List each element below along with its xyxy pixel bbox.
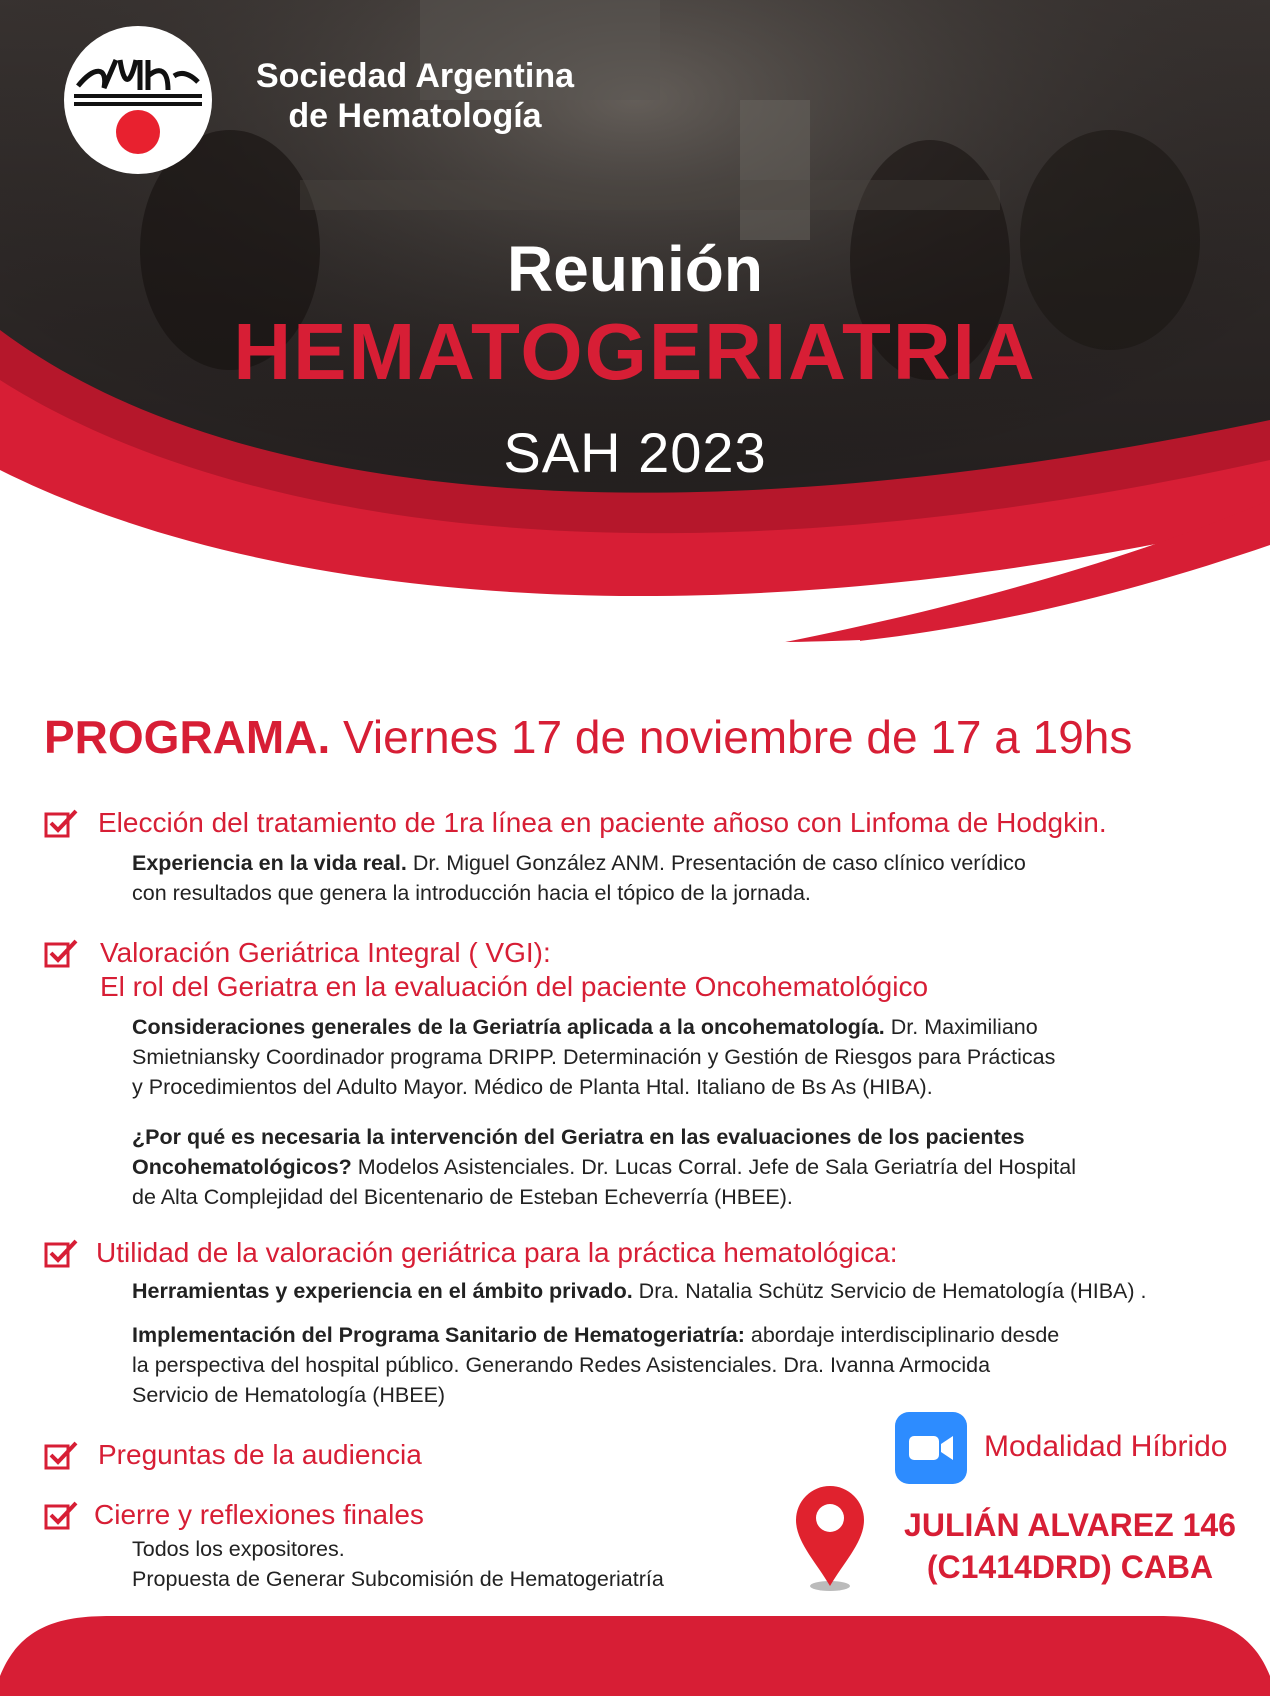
desc-text: Propuesta de Generar Subcomisión de Hematogeriatría: [132, 1567, 664, 1591]
item-title: Utilidad de la valoración geriátrica para la práctica hematológica:: [96, 1237, 898, 1268]
desc-text: y Procedimientos del Adulto Mayor. Médico de Planta Htal. Italiano de Bs As (HIBA).: [132, 1075, 933, 1099]
program-item: [44, 936, 1076, 1212]
footer-curve: [0, 1616, 1270, 1696]
desc-text: la perspectiva del hospital público. Generando Redes Asistenciales. Dra. Ivanna Armocida: [132, 1353, 991, 1377]
desc-text: con resultados que genera la introducción hacia el tópico de la jornada.: [132, 881, 811, 905]
desc-text: Modelos Asistenciales. Dr. Lucas Corral. Jefe de Sala Geriatría del Hospital: [351, 1155, 1076, 1179]
event-label: Reunión: [507, 233, 763, 305]
program-item: [44, 806, 1107, 908]
hero-banner: [0, 0, 1270, 660]
item-description: [132, 1534, 664, 1594]
video-camera-icon: [895, 1412, 967, 1484]
item-title: Valoración Geriátrica Integral ( VGI):: [100, 937, 551, 968]
desc-text: Dr. Miguel González ANM. Presentación de caso clínico verídico: [406, 851, 1026, 875]
item-title: Elección del tratamiento de 1ra línea en paciente añoso con Linfoma de Hodgkin.: [98, 807, 1107, 838]
checkbox-icon: [44, 938, 78, 968]
event-subtitle: SAH 2023: [503, 421, 767, 484]
event-title: HEMATOGERIATRIA: [233, 307, 1037, 396]
item-title: Cierre y reflexiones finales: [94, 1499, 424, 1530]
item-description: [132, 848, 1107, 908]
desc-text: de Alta Complejidad del Bicentenario de Esteban Echeverría (HBEE).: [132, 1185, 793, 1209]
desc-bold: Implementación del Programa Sanitario de Hematogeriatría:: [132, 1323, 745, 1347]
desc-bold: Herramientas y experiencia en el ámbito privado.: [132, 1279, 633, 1303]
program-date: Viernes 17 de noviembre de 17 a 19hs: [330, 711, 1133, 763]
program-item: [44, 1438, 422, 1472]
desc-text: Smietniansky Coordinador programa DRIPP. Determinación y Gestión de Riesgos para Prácticas: [132, 1045, 1056, 1069]
item-description: [132, 1320, 1147, 1410]
program-item: [44, 1498, 664, 1594]
desc-bold: Oncohematológicos?: [132, 1155, 352, 1179]
program-label: PROGRAMA.: [44, 711, 331, 763]
item-description: [132, 1276, 1147, 1306]
venue-address: [880, 1504, 1260, 1588]
footer-bar: [0, 1616, 1270, 1696]
program-item: [44, 1236, 1147, 1410]
desc-text: Dr. Maximiliano: [884, 1015, 1038, 1039]
item-title-line-2: El rol del Geriatra en la evaluación del paciente Oncohematológico: [100, 971, 929, 1002]
location-pin-icon: [792, 1482, 868, 1592]
item-title: Preguntas de la audiencia: [98, 1439, 422, 1470]
program-heading: [44, 710, 1132, 764]
desc-text: abordaje interdisciplinario desde: [744, 1323, 1060, 1347]
desc-bold: Experiencia en la vida real.: [132, 851, 407, 875]
item-description: [132, 1122, 1076, 1212]
sah-logo-mark: [64, 26, 212, 174]
desc-bold: ¿Por qué es necesaria la intervención del Geriatra en las evaluaciones de los pacientes: [132, 1125, 1025, 1149]
sah-logo: [64, 26, 212, 174]
desc-text: Dra. Natalia Schütz Servicio de Hematología (HIBA) .: [632, 1279, 1147, 1303]
item-description: [132, 1012, 1076, 1102]
checkbox-icon: [44, 1500, 78, 1530]
checkbox-icon: [44, 1440, 78, 1470]
desc-text: Servicio de Hematología (HBEE): [132, 1383, 446, 1407]
org-line-2: de Hematología: [288, 97, 542, 135]
video-camera-glyph: [895, 1412, 967, 1484]
desc-text: Todos los expositores.: [132, 1537, 345, 1561]
checkbox-icon: [44, 808, 78, 838]
org-line-1: Sociedad Argentina: [255, 57, 575, 95]
modality-label: Modalidad Híbrido: [984, 1430, 1228, 1463]
organization-name: [232, 56, 598, 136]
checkbox-icon: [44, 1238, 78, 1268]
address-line-2: (C1414DRD) CABA: [926, 1549, 1214, 1585]
address-line-1: JULIÁN ALVAREZ 146: [904, 1507, 1236, 1543]
desc-bold: Consideraciones generales de la Geriatría aplicada a la oncohematología.: [132, 1015, 885, 1039]
